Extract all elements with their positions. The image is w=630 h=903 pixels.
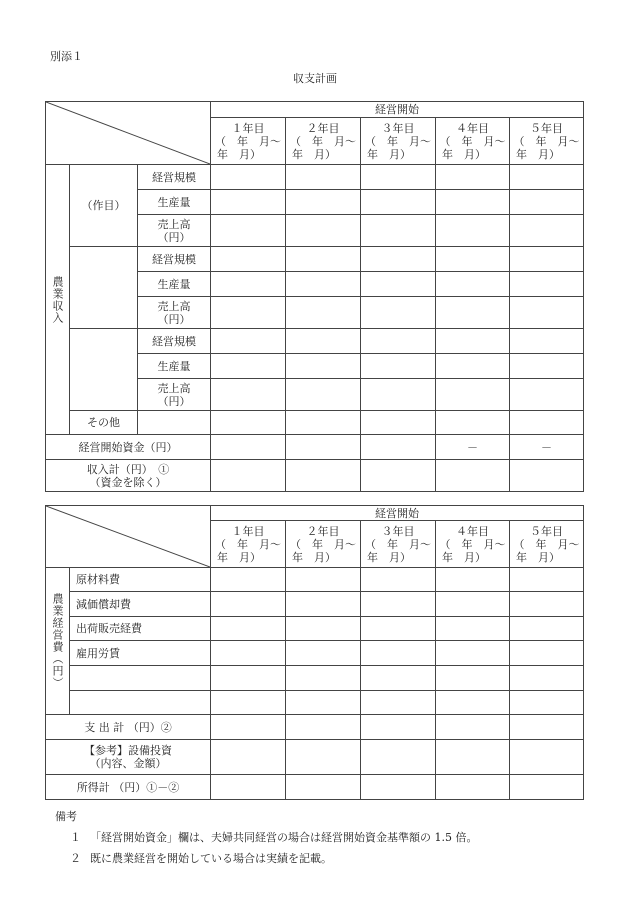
expense-item-materials: 原材料費 — [70, 568, 211, 592]
other-label: その他 — [70, 411, 138, 435]
start-header: 経営開始 — [211, 102, 584, 118]
capex-reference-label: 【参考】設備投資 （内容、金額） — [46, 740, 211, 775]
sales-label: 売上高 （円） — [138, 379, 211, 411]
year-2-header: ２年目 （ 年 月～ 年 月） — [286, 521, 361, 568]
notes — [55, 806, 477, 869]
farm-expense-label: 農業経営費（円） — [46, 568, 70, 715]
expense-item-depreciation: 減価償却費 — [70, 592, 211, 617]
year-5-header: ５年目 （ 年 月～ 年 月） — [510, 118, 584, 165]
production-label: 生産量 — [138, 354, 211, 379]
year-3-header: ３年目 （ 年 月～ 年 月） — [361, 118, 436, 165]
note-item: ２ 既に農業経営を開始している場合は実績を記載。 — [70, 852, 332, 865]
header-diagonal-cell — [46, 102, 211, 165]
note-item: １ 「経営開始資金」欄は、夫婦共同経営の場合は経営開始資金基準額の 1.5 倍。 — [70, 831, 478, 844]
scale-label: 経営規模 — [138, 165, 211, 190]
start-header: 経営開始 — [211, 506, 584, 521]
net-income-label: 所得計 （円）①－② — [46, 775, 211, 800]
production-label: 生産量 — [138, 190, 211, 215]
document-reference: 別添１ — [50, 50, 83, 63]
expense-total-label: 支 出 計 （円）② — [46, 715, 211, 740]
sales-label: 売上高 （円） — [138, 297, 211, 329]
year-4-header: ４年目 （ 年 月～ 年 月） — [436, 118, 510, 165]
scale-label: 経営規模 — [138, 247, 211, 272]
scale-label: 経営規模 — [138, 329, 211, 354]
expense-item-labor: 雇用労賃 — [70, 641, 211, 666]
sales-label: 売上高 （円） — [138, 215, 211, 247]
year-5-header: ５年目 （ 年 月～ 年 月） — [510, 521, 584, 568]
year-1-header: １年目 （ 年 月～ 年 月） — [211, 118, 286, 165]
income-total-label: 収入計（円） ① （資金を除く） — [46, 460, 211, 492]
expense-table — [45, 505, 584, 800]
expense-item-shipping: 出荷販売経費 — [70, 617, 211, 641]
header-diagonal-cell — [46, 506, 211, 568]
page-title: 収支計画 — [293, 72, 337, 85]
start-funds-label: 経営開始資金（円） — [46, 435, 211, 460]
income-table — [45, 101, 584, 492]
dash-cell: － — [510, 435, 584, 460]
dash-cell: － — [436, 435, 510, 460]
production-label: 生産量 — [138, 272, 211, 297]
farm-income-label: 農業収入 — [46, 165, 70, 435]
year-3-header: ３年目 （ 年 月～ 年 月） — [361, 521, 436, 568]
year-4-header: ４年目 （ 年 月～ 年 月） — [436, 521, 510, 568]
year-1-header: １年目 （ 年 月～ 年 月） — [211, 521, 286, 568]
notes-heading: 備考 — [55, 810, 77, 823]
year-2-header: ２年目 （ 年 月～ 年 月） — [286, 118, 361, 165]
crop-label: （作目） — [70, 165, 138, 247]
